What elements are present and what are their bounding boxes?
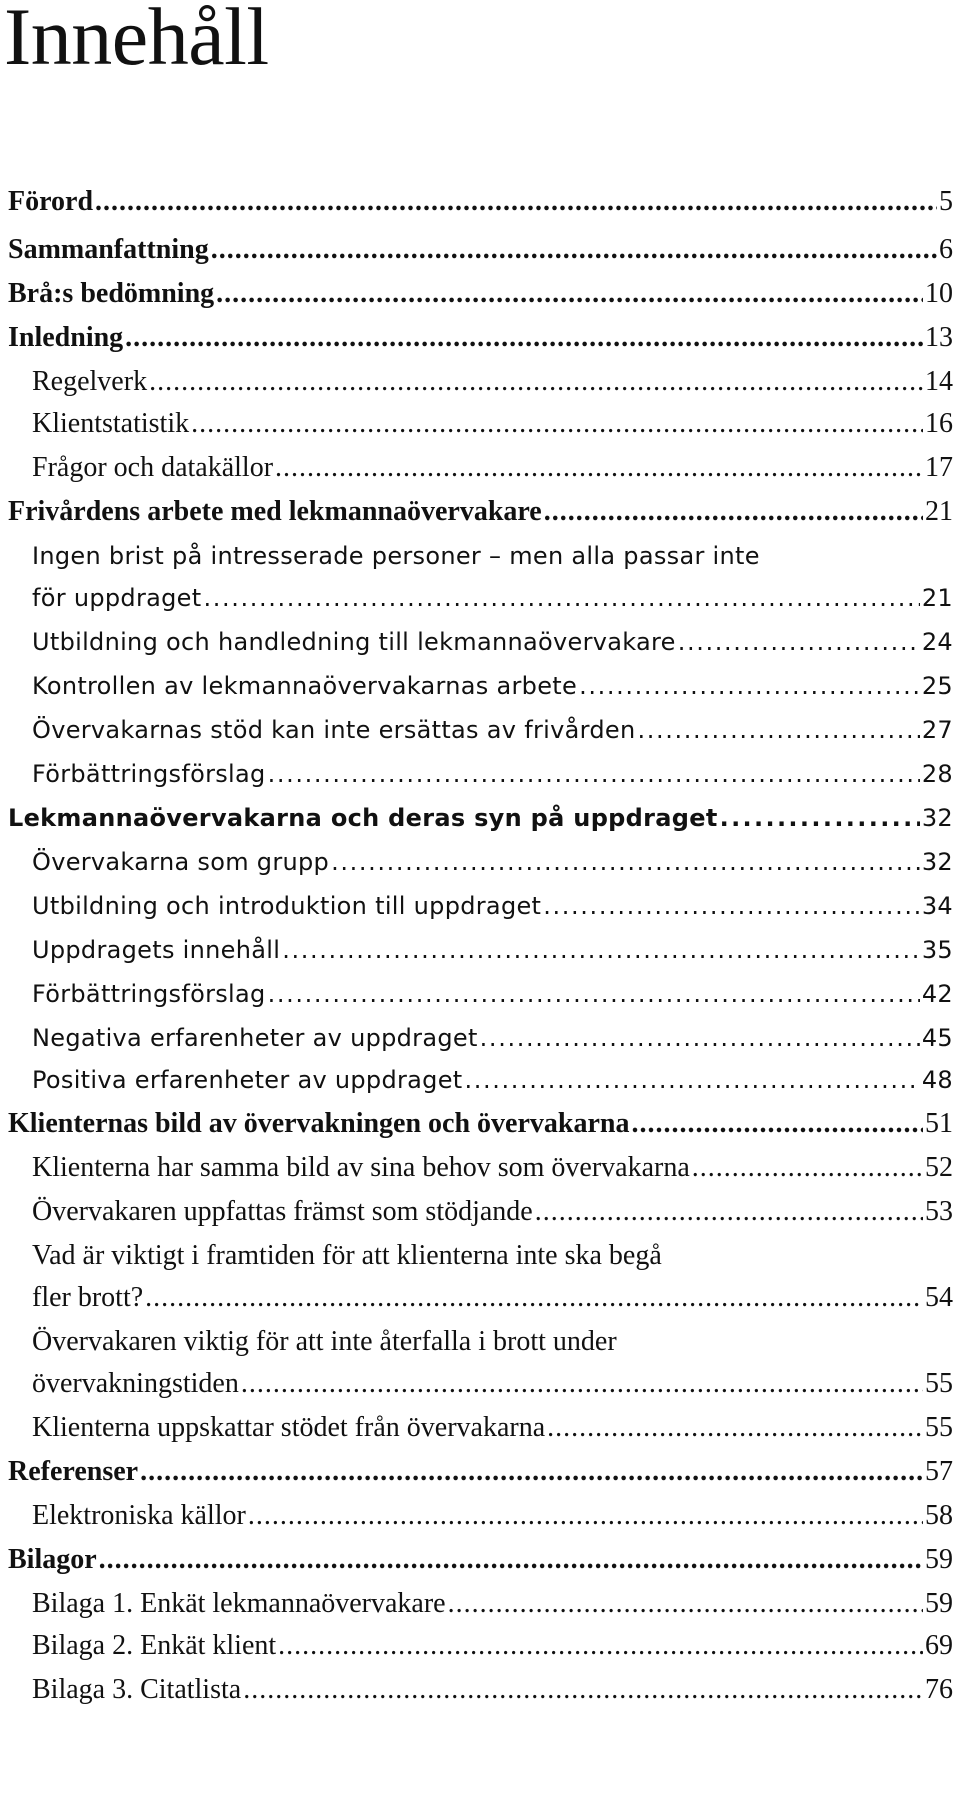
toc-entry-label-line1: Ingen brist på intresserade personer – men alla passar inte bbox=[32, 542, 760, 570]
dot-leader bbox=[720, 798, 920, 838]
toc-entry-label: övervakningstiden bbox=[32, 1368, 239, 1399]
toc-entry-label: Frågor och datakällor bbox=[32, 452, 274, 483]
dot-leader bbox=[99, 1540, 923, 1580]
dot-leader bbox=[480, 1018, 920, 1058]
toc-entry[interactable] bbox=[8, 1452, 953, 1492]
toc-entry-page-number: 48 bbox=[921, 1066, 953, 1094]
dot-leader bbox=[268, 974, 920, 1014]
dot-leader bbox=[278, 1626, 923, 1666]
dot-leader bbox=[631, 1104, 923, 1144]
toc-entry-line bbox=[32, 448, 953, 488]
toc-entry-line bbox=[32, 1408, 953, 1448]
toc-entry-page-number: 28 bbox=[921, 760, 953, 788]
toc-entry-line bbox=[32, 754, 953, 794]
toc-entry-page-number: 21 bbox=[921, 584, 953, 612]
dot-leader bbox=[544, 492, 923, 532]
dot-leader bbox=[243, 1670, 923, 1710]
toc-entry-line bbox=[32, 622, 953, 662]
toc-entry[interactable] bbox=[8, 1060, 953, 1100]
toc-entry-label: Kontrollen av lekmannaövervakarnas arbete bbox=[32, 672, 578, 700]
toc-entry[interactable] bbox=[8, 1670, 953, 1710]
toc-entry-page-number: 57 bbox=[925, 1456, 953, 1487]
dot-leader bbox=[543, 886, 920, 926]
toc-entry[interactable] bbox=[8, 1408, 953, 1448]
toc-entry-line bbox=[32, 1584, 953, 1624]
toc-entry-label: Klienternas bild av övervakningen och övervakarna bbox=[8, 1108, 630, 1139]
toc-entry-line bbox=[8, 492, 953, 532]
toc-entry-page-number: 32 bbox=[921, 804, 953, 832]
toc-entry-page-number: 59 bbox=[925, 1588, 953, 1619]
toc-entry-line bbox=[32, 1626, 953, 1666]
toc-entry[interactable] bbox=[8, 1584, 953, 1624]
toc-entry-label: Sammanfattning bbox=[8, 234, 209, 265]
toc-entry-page-number: 69 bbox=[925, 1630, 953, 1661]
toc-entry-page-number: 32 bbox=[921, 848, 953, 876]
toc-entry[interactable] bbox=[8, 1540, 953, 1580]
toc-entry-page-number: 58 bbox=[925, 1500, 953, 1531]
toc-entry-label-line1: Övervakaren viktig för att inte återfalla i brott under bbox=[32, 1326, 617, 1357]
toc-entry-page-number: 55 bbox=[925, 1412, 953, 1443]
dot-leader bbox=[216, 274, 923, 314]
toc-entry[interactable] bbox=[8, 842, 953, 882]
toc-entry-line bbox=[8, 1104, 953, 1144]
toc-entry[interactable] bbox=[8, 754, 953, 794]
toc-entry[interactable] bbox=[8, 666, 953, 706]
toc-entry-page-number: 6 bbox=[939, 234, 953, 265]
toc-entry[interactable] bbox=[8, 1148, 953, 1188]
dot-leader bbox=[678, 622, 920, 662]
toc-entry[interactable] bbox=[8, 1018, 953, 1058]
toc-entry-line bbox=[32, 1060, 953, 1100]
toc-entry-line bbox=[8, 798, 953, 838]
toc-entry-line bbox=[32, 666, 953, 706]
toc-entry-line bbox=[8, 1540, 953, 1580]
toc-entry-label: Lekmannaövervakarna och deras syn på uppdraget bbox=[8, 804, 718, 832]
toc-entry-line bbox=[32, 974, 953, 1014]
dot-leader bbox=[275, 448, 923, 488]
dot-leader bbox=[95, 182, 937, 222]
toc-entry-label: Övervakarnas stöd kan inte ersättas av frivården bbox=[32, 716, 636, 744]
toc-entry-label: Regelverk bbox=[32, 366, 148, 397]
dot-leader bbox=[203, 578, 919, 618]
toc-entry-line bbox=[8, 274, 953, 314]
dot-leader bbox=[547, 1408, 923, 1448]
toc-entry-line bbox=[32, 930, 953, 970]
toc-entry[interactable] bbox=[8, 492, 953, 532]
dot-leader bbox=[191, 404, 923, 444]
dot-leader bbox=[149, 362, 923, 402]
toc-entry-page-number: 55 bbox=[925, 1368, 953, 1399]
dot-leader bbox=[637, 710, 919, 750]
toc-entry-page-number: 76 bbox=[925, 1674, 953, 1705]
toc-entry-label-line1: Vad är viktigt i framtiden för att klienterna inte ska begå bbox=[32, 1240, 662, 1271]
dot-leader bbox=[282, 930, 920, 970]
toc-entry[interactable] bbox=[8, 534, 953, 618]
toc-entry-label: Uppdragets innehåll bbox=[32, 936, 281, 964]
toc-entry-line bbox=[32, 842, 953, 882]
toc-entry-page-number: 25 bbox=[921, 672, 953, 700]
toc-entry-page-number: 35 bbox=[921, 936, 953, 964]
toc-entry-label: Elektroniska källor bbox=[32, 1500, 246, 1531]
dot-leader bbox=[448, 1584, 923, 1624]
toc-entry-line bbox=[8, 182, 953, 222]
toc-entry[interactable] bbox=[8, 448, 953, 488]
toc-entry-page-number: 13 bbox=[925, 322, 953, 353]
toc-entry-line bbox=[32, 710, 953, 750]
toc-entry-label: Utbildning och introduktion till uppdraget bbox=[32, 892, 542, 920]
dot-leader bbox=[331, 842, 920, 882]
toc-entry-page-number: 59 bbox=[925, 1544, 953, 1575]
dot-leader bbox=[579, 666, 920, 706]
toc-entry-line bbox=[32, 1192, 953, 1232]
toc-entry[interactable] bbox=[8, 1626, 953, 1666]
toc-entry-page-number: 10 bbox=[925, 278, 953, 309]
toc-entry-page-number: 21 bbox=[925, 496, 953, 527]
toc-entry-line bbox=[32, 362, 953, 402]
toc-entry-page-number: 27 bbox=[921, 716, 953, 744]
toc-entry[interactable] bbox=[8, 974, 953, 1014]
toc-entry[interactable] bbox=[8, 1234, 953, 1318]
dot-leader bbox=[248, 1496, 923, 1536]
toc-entry-label: Bilaga 1. Enkät lekmannaövervakare bbox=[32, 1588, 446, 1619]
toc-entry[interactable] bbox=[8, 362, 953, 402]
toc-entry-page-number: 16 bbox=[925, 408, 953, 439]
toc-entry[interactable] bbox=[8, 182, 953, 222]
toc-entry-label: Positiva erfarenheter av uppdraget bbox=[32, 1066, 463, 1094]
toc-entry-page-number: 51 bbox=[925, 1108, 953, 1139]
dot-leader bbox=[145, 1278, 923, 1318]
toc-entry-label: Övervakarna som grupp bbox=[32, 848, 330, 876]
toc-entry-page-number: 5 bbox=[939, 186, 953, 217]
toc-entry-label: Förord bbox=[8, 186, 94, 217]
toc-entry-page-number: 42 bbox=[921, 980, 953, 1008]
toc-entry[interactable] bbox=[8, 798, 953, 838]
dot-leader bbox=[125, 318, 923, 358]
toc-entry-line bbox=[32, 1278, 953, 1318]
dot-leader bbox=[241, 1364, 923, 1404]
toc-entry[interactable] bbox=[8, 274, 953, 314]
toc-entry-line bbox=[32, 578, 953, 618]
toc-entry-page-number: 17 bbox=[925, 452, 953, 483]
toc-entry-label: Förbättringsförslag bbox=[32, 980, 266, 1008]
toc-entry-page-number: 24 bbox=[921, 628, 953, 656]
toc-entry-line bbox=[32, 1018, 953, 1058]
toc-entry-label: Klientstatistik bbox=[32, 408, 190, 439]
toc-entry-label: Övervakaren uppfattas främst som stödjande bbox=[32, 1196, 533, 1227]
toc-entry-line bbox=[32, 1496, 953, 1536]
toc-entry-line bbox=[8, 318, 953, 358]
toc-entry[interactable] bbox=[8, 318, 953, 358]
dot-leader bbox=[268, 754, 920, 794]
toc-entry-page-number: 52 bbox=[925, 1152, 953, 1183]
toc-entry-label: fler brott? bbox=[32, 1282, 144, 1313]
toc-entry[interactable] bbox=[8, 622, 953, 662]
toc-entry[interactable] bbox=[8, 1104, 953, 1144]
toc-entry[interactable] bbox=[8, 886, 953, 926]
toc-entry-label: Förbättringsförslag bbox=[32, 760, 266, 788]
toc-entry-label: Bilaga 3. Citatlista bbox=[32, 1674, 242, 1705]
toc-entry-page-number: 53 bbox=[925, 1196, 953, 1227]
toc-entry-line bbox=[32, 886, 953, 926]
toc-entry-page-number: 34 bbox=[921, 892, 953, 920]
toc-entry-page-number: 45 bbox=[921, 1024, 953, 1052]
toc-entry-label: Bilagor bbox=[8, 1544, 97, 1575]
toc-entry-line bbox=[32, 404, 953, 444]
toc-entry[interactable] bbox=[8, 710, 953, 750]
toc-entry[interactable] bbox=[8, 1496, 953, 1536]
dot-leader bbox=[464, 1060, 919, 1100]
toc-entry-line bbox=[32, 1364, 953, 1404]
toc-entry-label: Negativa erfarenheter av uppdraget bbox=[32, 1024, 478, 1052]
toc-entry-label: för uppdraget bbox=[32, 584, 202, 612]
toc-entry-line bbox=[8, 1452, 953, 1492]
toc-entry-label: Bilaga 2. Enkät klient bbox=[32, 1630, 277, 1661]
toc-entry[interactable] bbox=[8, 930, 953, 970]
toc-entry-label: Referenser bbox=[8, 1456, 139, 1487]
dot-leader bbox=[692, 1148, 923, 1188]
toc-entry-page-number: 14 bbox=[925, 366, 953, 397]
toc-entry-label: Klienterna uppskattar stödet från övervakarna bbox=[32, 1412, 546, 1443]
toc-entry-label: Brå:s bedömning bbox=[8, 278, 215, 309]
toc-entry-line bbox=[8, 230, 953, 270]
toc-entry[interactable] bbox=[8, 404, 953, 444]
dot-leader bbox=[211, 230, 937, 270]
toc-entry[interactable] bbox=[8, 230, 953, 270]
toc-entry-line bbox=[32, 1670, 953, 1710]
toc-entry-page-number: 54 bbox=[925, 1282, 953, 1313]
toc-entry-label: Frivårdens arbete med lekmannaövervakare bbox=[8, 496, 542, 527]
toc-entry[interactable] bbox=[8, 1192, 953, 1232]
toc-entry-label: Klienterna har samma bild av sina behov som övervakarna bbox=[32, 1152, 690, 1183]
page-title: Innehåll bbox=[4, 0, 269, 82]
dot-leader bbox=[140, 1452, 923, 1492]
toc-entry-label: Inledning bbox=[8, 322, 124, 353]
dot-leader bbox=[535, 1192, 923, 1232]
toc-entry-label: Utbildning och handledning till lekmannaövervakare bbox=[32, 628, 676, 656]
toc-entry-line bbox=[32, 1148, 953, 1188]
toc-entry[interactable] bbox=[8, 1320, 953, 1404]
